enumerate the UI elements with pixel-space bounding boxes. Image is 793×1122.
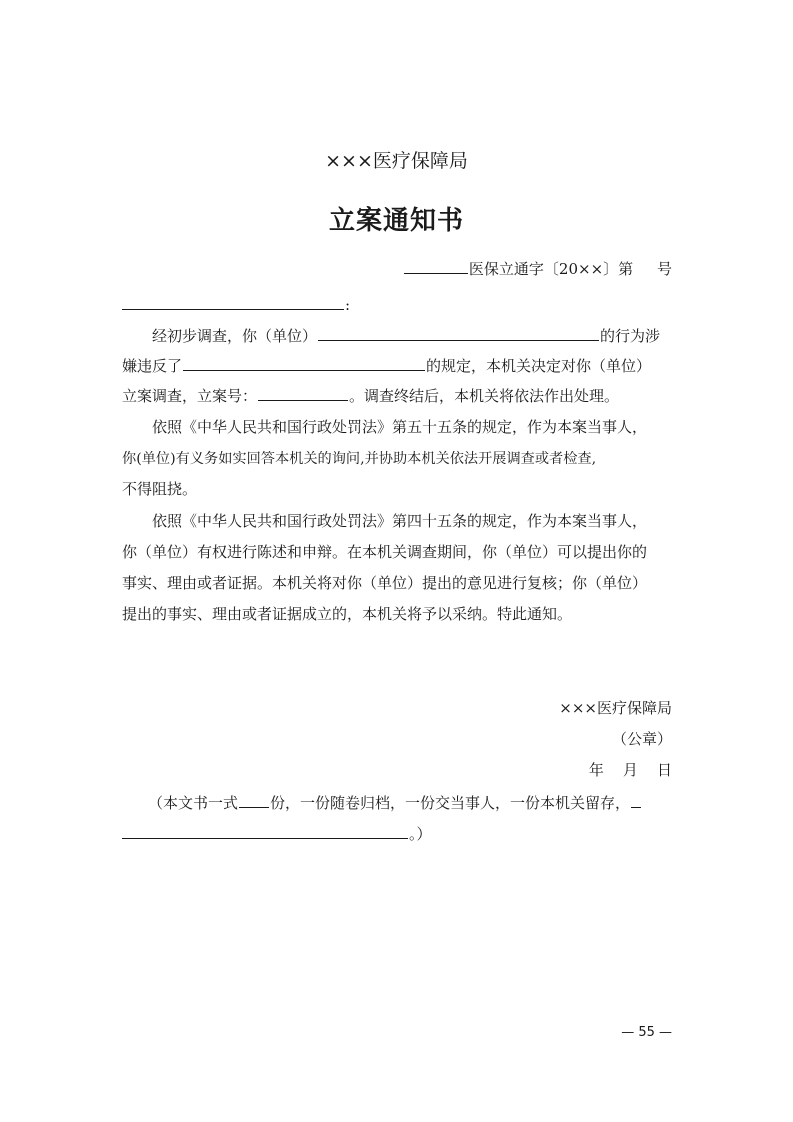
paragraph1-line2 [122, 355, 672, 376]
case-number-blank[interactable] [258, 385, 348, 401]
copies-count-blank[interactable] [239, 792, 269, 808]
paragraph2-line1 [122, 417, 672, 437]
paragraph1-line1-suffix: 的行为涉 [600, 327, 661, 345]
paragraph3-line2 [122, 542, 672, 562]
paragraph3-line1-text: 依照《中华人民共和国行政处罚法》第四十五条的规定，作为本案当事人， [152, 512, 648, 530]
paragraph1-line3-prefix: 立案调查，立案号： [122, 387, 258, 405]
signature-agency: ×××医疗保障局 [559, 699, 672, 717]
footnote-line1-suffix: 份，一份随卷归档，一份交当事人，一份本机关留存， [270, 794, 631, 812]
paragraph2-line2-text: 你(单位)有义务如实回答本机关的询问,并协助本机关依法开展调查或者检查, [122, 451, 597, 467]
paragraph3-line3-text: 事实、理由或者证据。本机关将对你（单位）提出的意见进行复核；你（单位） [122, 574, 648, 592]
footnote-line1 [122, 792, 672, 813]
paragraph1-line1 [122, 325, 672, 346]
paragraph3-line3 [122, 573, 672, 593]
suspect-conduct-blank[interactable] [318, 325, 599, 341]
paragraph3-line2-text: 你（单位）有权进行陈述和申辩。在本机关调查期间，你（单位）可以提出你的 [122, 543, 648, 561]
paragraph3-line1 [122, 511, 672, 531]
paragraph2-line3-text: 不得阻挠。 [122, 480, 198, 498]
paragraph2-line1-text: 依照《中华人民共和国行政处罚法》第五十五条的规定，作为本案当事人， [152, 418, 648, 436]
official-seal-placeholder: （公章） [611, 730, 672, 748]
document-title: 立案通知书 [328, 206, 464, 236]
addressee-line [122, 294, 672, 315]
violated-regulation-blank[interactable] [183, 355, 425, 371]
paragraph1-line1-prefix: 经初步调查，你（单位） [152, 327, 318, 345]
paragraph1-line2-prefix: 嫌违反了 [122, 357, 183, 375]
paragraph1-line2-suffix: 的规定，本机关决定对你（单位） [426, 357, 652, 375]
document-number-text: 医保立通字〔20××〕第 号 [468, 260, 672, 278]
footnote-extra-blank-start[interactable] [631, 792, 641, 808]
agency-header: ×××医疗保障局 [325, 150, 468, 172]
paragraph3-line4-text: 提出的事实、理由或者证据成立的，本机关将予以采纳。特此通知。 [122, 605, 573, 623]
footnote-line2-suffix: 。） [409, 825, 432, 843]
paragraph3-line4 [122, 604, 672, 624]
document-number-prefix-blank[interactable] [404, 258, 468, 274]
paragraph2-line2 [122, 448, 672, 469]
footnote-line1-prefix: （本文书一式 [148, 794, 239, 812]
footnote-extra-blank[interactable] [122, 823, 408, 839]
paragraph2-line3 [122, 479, 672, 499]
footnote-line2 [122, 823, 672, 844]
addressee-colon: : [345, 296, 351, 314]
document-number-line [122, 258, 672, 279]
paragraph1-line3 [122, 385, 672, 406]
page-number: — 55 — [621, 1025, 672, 1040]
paragraph1-line3-suffix: 。调查终结后，本机关将依法作出处理。 [349, 387, 620, 405]
addressee-blank[interactable] [122, 294, 344, 310]
signature-date: 年 月 日 [588, 761, 672, 779]
